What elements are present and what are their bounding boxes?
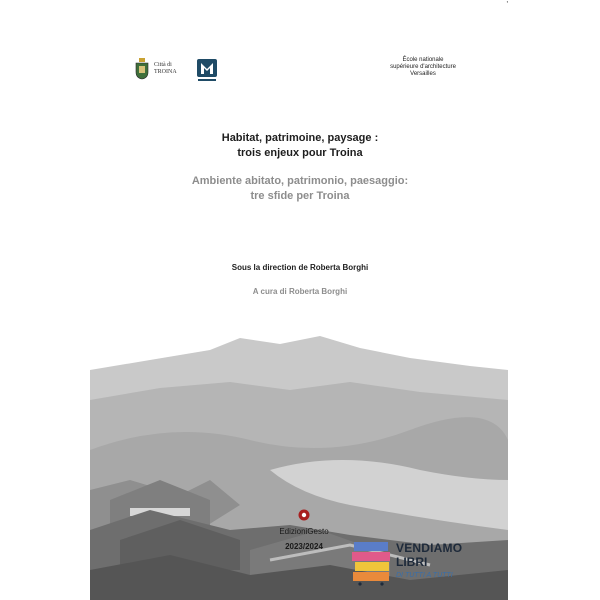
troina-logo-line-2: TROINA [154,69,177,75]
title-italian-line-1: Ambiente abitato, patrimonio, paesaggio: [191,175,409,187]
publisher-logo-icon [298,509,310,521]
crest-icon [134,58,150,80]
editor-french: Sous la direction de Roberta Borghi [231,263,369,272]
publisher-block [262,509,346,551]
vendiamo-libri-badge [352,540,472,590]
ecole-line-1: École nationale [402,57,444,63]
troina-logo-line-1: Città di [154,62,172,68]
badge-line-3: DI TUTTI A TUTTI [396,572,453,579]
troina-logo [134,58,177,80]
title-italian-line-2: tre sfide per Troina [250,190,350,202]
title-french [150,131,450,161]
badge-line-2: LIBRI [396,555,428,569]
title-italian [150,174,450,204]
m-logo-icon [196,58,218,84]
books-stack-icon [352,540,392,586]
editor-italian: A cura di Roberta Borghi [252,287,348,296]
ecole-line-2: supérieure d'architecture [390,64,456,70]
publication-year: 2023/2024 [285,542,323,551]
badge-line-1: VENDIAMO [396,541,463,555]
title-french-line-2: trois enjeux pour Troina [237,147,363,159]
corner-mark: ' [506,0,508,9]
title-french-line-1: Habitat, patrimoine, paysage : [221,132,379,144]
title-block [150,131,450,204]
ecole-line-3: Versailles [410,71,436,77]
publisher-name: EdizioniGesto [279,527,329,536]
ecole-logo [378,57,468,78]
